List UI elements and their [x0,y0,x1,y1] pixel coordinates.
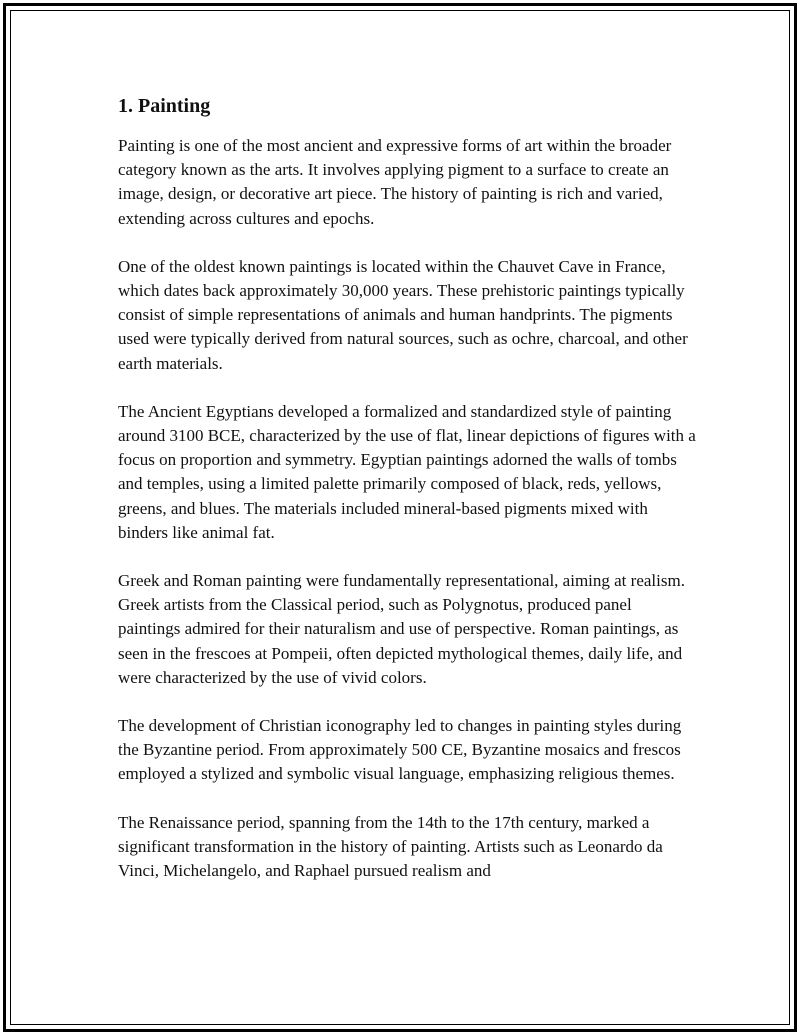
paragraph-byzantine: The development of Christian iconography led to changes in painting styles during the Byzantine period. From approximately 500 CE, Byzantine mosaics and frescos employed a stylized and symbolic visual language, emphasizing religious themes. [118,716,682,784]
section-heading: 1. Painting [118,95,211,117]
paragraph-ancient-egypt: The Ancient Egyptians developed a formalized and standardized style of painting around 3100 BCE, characterized by the use of flat, linear depictions of figures with a focus on proportion and symmetry. Egyptian paintings adorned the walls of tombs and temples, using a limited palette primarily composed of black, reds, yellows, greens, and blues. The materials included mineral-based pigments mixed with binders like animal fat. [118,401,696,542]
paragraph-intro: Painting is one of the most ancient and expressive forms of art within the broader category known as the arts. It involves applying pigment to a surface to create an image, design, or decorative art piece. The history of painting is rich and varied, extending across cultures and epochs. [118,136,672,228]
paragraph-greek-roman: Greek and Roman painting were fundamentally representational, aiming at realism. Greek artists from the Classical period, such as Polygnotus, produced panel paintings admired for their naturalism and use of perspective. Roman paintings, as seen in the frescoes at Pompeii, often depicted mythological themes, daily life, and were characterized by the use of vivid colors. [118,571,685,687]
paragraph-renaissance: The Renaissance period, spanning from the 14th to the 17th century, marked a significant transformation in the history of painting. Artists such as Leonardo da Vinci, Michelangelo, and Raphael pursued realism and [118,812,663,881]
document-body [118,92,698,907]
paragraph-chauvet-cave: One of the oldest known paintings is located within the Chauvet Cave in France, which dates back approximately 30,000 years. These prehistoric paintings typically consist of simple representations of animals and human handprints. The pigments used were typically derived from natural sources, such as ochre, charcoal, and other earth materials. [118,256,688,373]
